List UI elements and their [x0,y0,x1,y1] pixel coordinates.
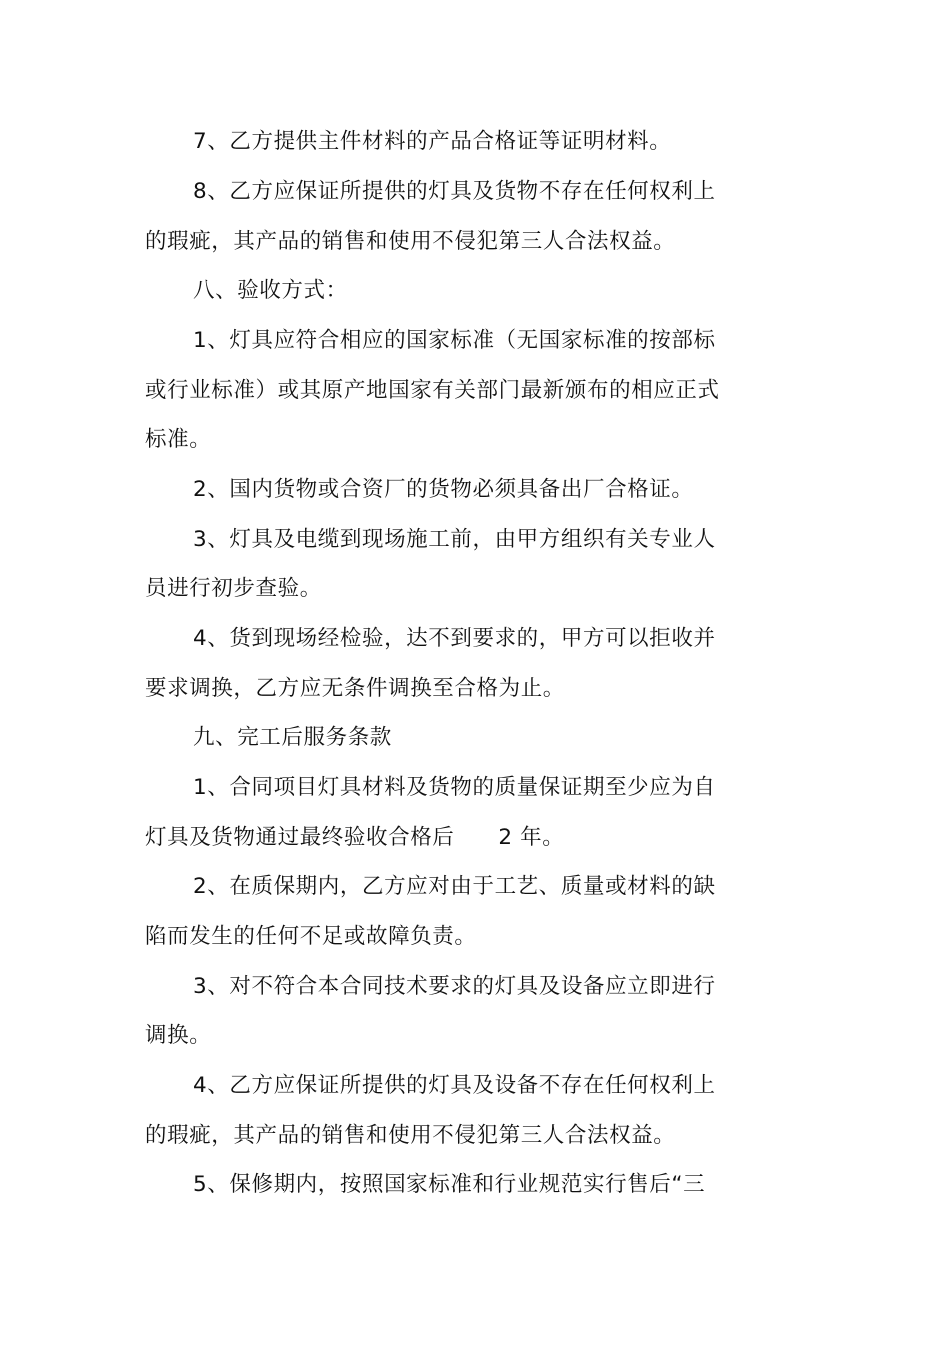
paragraph-line: 4、乙方应保证所提供的灯具及设备不存在任何权利上 [193,1073,716,1098]
paragraph-line: 1、合同项目灯具材料及货物的质量保证期至少应为自 [193,775,716,800]
paragraph-line: 1、灯具应符合相应的国家标准（无国家标准的按部标 [193,328,716,353]
paragraph-line [145,823,564,853]
warranty-text: 灯具及货物通过最终验收合格后 [145,825,455,850]
paragraph-line: 的瑕疵，其产品的销售和使用不侵犯第三人合法权益。 [145,1123,676,1148]
paragraph-line: 4、货到现场经检验，达不到要求的，甲方可以拒收并 [193,626,716,651]
paragraph-line: 2、在质保期内，乙方应对由于工艺、质量或材料的缺 [193,874,716,899]
paragraph-line: 调换。 [145,1023,212,1048]
section-heading: 九、完工后服务条款 [193,725,392,750]
paragraph-line: 5、保修期内，按照国家标准和行业规范实行售后“三 [193,1172,706,1197]
paragraph-line: 的瑕疵，其产品的销售和使用不侵犯第三人合法权益。 [145,229,676,254]
paragraph-line: 8、乙方应保证所提供的灯具及货物不存在任何权利上 [193,179,716,204]
paragraph-line: 7、乙方提供主件材料的产品合格证等证明材料。 [193,129,672,154]
paragraph-line: 要求调换，乙方应无条件调换至合格为止。 [145,676,565,701]
section-heading: 八、验收方式： [193,278,348,303]
paragraph-line: 员进行初步查验。 [145,576,322,601]
paragraph-line: 或行业标准）或其原产地国家有关部门最新颁布的相应正式 [145,378,720,403]
paragraph-line: 陷而发生的任何不足或故障负责。 [145,924,477,949]
paragraph-line: 3、灯具及电缆到现场施工前，由甲方组织有关专业人 [193,527,716,552]
paragraph-line: 标准。 [145,427,212,452]
paragraph-line: 2、国内货物或合资厂的货物必须具备出厂合格证。 [193,477,694,502]
warranty-period: 2 年。 [498,825,565,850]
paragraph-line: 3、对不符合本合同技术要求的灯具及设备应立即进行 [193,974,716,999]
